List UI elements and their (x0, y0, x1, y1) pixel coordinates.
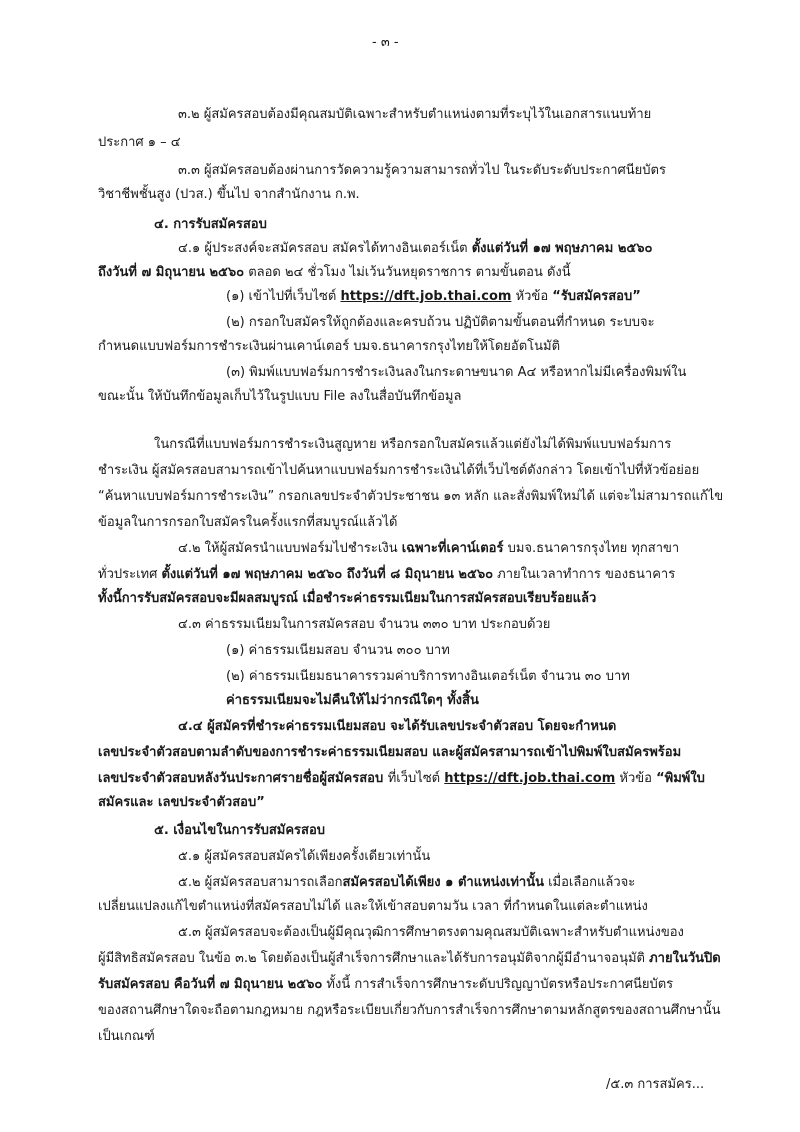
clause-4-4-line-4: สมัครและ เลขประจำตัวสอบ” (98, 795, 265, 810)
section-4-heading: ๔. การรับสมัครสอบ (154, 217, 267, 232)
clause-4-1-line-2 (98, 264, 571, 282)
step-1-text: (๑) เข้าไปที่เว็บไซต์ (226, 289, 341, 304)
step-3-line-2: ขณะนั้น ให้บันทึกข้อมูลเก็บไว้ในรูปแบบ File ลงในสื่อบันทึกข้อมูล (98, 389, 462, 404)
clause-4-1-end-date: ถึงวันที่ ๗ มิถุนายน ๒๕๖๐ (98, 265, 245, 280)
lost-form-line-2: ชำระเงิน ผู้สมัครสอบสามารถเข้าไปค้นหาแบบฟอร์มการชำระเงินได้ที่เว็บไซต์ดังกล่าว โดยเข้าไปที่หัวข้อย่อย (98, 463, 700, 478)
clause-5-3-line-5: เป็นเกณฑ์ (98, 1029, 155, 1044)
section-5-heading: ๕. เงื่อนไขในการรับสมัครสอบ (154, 823, 326, 838)
step-1-topic: “รับสมัครสอบ” (552, 289, 641, 304)
step-2-line-1: (๒) กรอกใบสมัครให้ถูกต้องและครบถ้วน ปฏิบัติตามขั้นตอนที่กำหนด ระบบจะ (226, 315, 655, 330)
clause-4-4-line-1: ๔.๔ ผู้สมัครที่ชำระค่าธรรมเนียมสอบ จะได้รับเลขประจำตัวสอบ โดยจะกำหนด (178, 719, 617, 734)
clause-4-1-hours: ตลอด ๒๔ ชั่วโมง ไม่เว้นวันหยุดราชการ ตามขั้นตอน ดังนี้ (244, 265, 571, 280)
lost-form-line-4: ข้อมูลในการกรอกใบสมัครในครั้งแรกที่สมบูรณ์แล้วได้ (98, 515, 398, 530)
clause-3-3-line-2: วิชาชีพชั้นสูง (ปวส.) ขึ้นไป จากสำนักงาน ก.พ. (98, 187, 360, 202)
step-1-topic-label: หัวข้อ (511, 289, 553, 304)
clause-5-3-degree: ทั้งนี้ การสำเร็จการศึกษาระดับปริญญาบัตรหรือประกาศนียบัตร (322, 977, 674, 992)
clause-4-4-topic: “พิมพ์ใบ (656, 771, 705, 786)
page-number: - ๓ - (372, 35, 399, 50)
clause-5-1: ๕.๑ ผู้สมัครสอบสมัครได้เพียงครั้งเดียวเท่านั้น (178, 849, 431, 864)
clause-4-1-line-1 (178, 240, 652, 258)
clause-4-2-line-2 (98, 566, 675, 584)
clause-5-2-one-position: สมัครสอบได้เพียง ๑ ตำแหน่งเท่านั้น (342, 875, 544, 890)
clause-4-2-nationwide: ทั่วประเทศ (98, 567, 162, 582)
clause-4-4-line-3 (98, 770, 705, 788)
clause-4-3-line-1: ๔.๓ ค่าธรรมเนียมในการสมัครสอบ จำนวน ๓๓๐ บาท ประกอบด้วย (178, 617, 551, 632)
clause-4-1-start-date: ตั้งแต่วันที่ ๑๗ พฤษภาคม ๒๕๖๐ (471, 241, 653, 256)
step-2-line-2: กำหนดแบบฟอร์มการชำระเงินผ่านเคาน์เตอร์ บมจ.ธนาคารกรุงไทยให้โดยอัตโนมัติ (98, 339, 561, 354)
clause-5-3-line-1: ๕.๓ ผู้สมัครสอบจะต้องเป็นผู้มีคุณวุฒิการศึกษาตรงตามคุณสมบัติเฉพาะสำหรับตำแหน่งของ (178, 925, 684, 940)
clause-4-1-intro: ๔.๑ ผู้ประสงค์จะสมัครสอบ สมัครได้ทางอินเตอร์เน็ต (178, 241, 472, 256)
fee-non-refundable-note: ค่าธรรมเนียมจะไม่คืนให้ไม่ว่ากรณีใดๆ ทั้งสิ้น (226, 693, 479, 708)
website-link[interactable]: https://dft.job.thai.com (340, 289, 512, 304)
clause-5-2-line-2: เปลี่ยนแปลงแก้ไขตำแหน่งที่สมัครสอบไม่ได้ และให้เข้าสอบตามวัน เวลา ที่กำหนดในแต่ละตำแหน่ง (98, 899, 648, 914)
clause-3-2-line-2: ประกาศ ๑ – ๔ (98, 135, 181, 150)
fee-item-1: (๑) ค่าธรรมเนียมสอบ จำนวน ๓๐๐ บาท (226, 643, 450, 658)
clause-5-3-line-2 (98, 950, 721, 968)
clause-4-2-counter: เฉพาะที่เคาน์เตอร์ (401, 541, 504, 556)
clause-4-2-line-3: ทั้งนี้การรับสมัครสอบจะมีผลสมบูรณ์ เมื่อชำระค่าธรรมเนียมในการสมัครสอบเรียบร้อยแล้ว (98, 591, 597, 606)
clause-4-2-hours: ภายในเวลาทำการ ของธนาคาร (493, 567, 676, 582)
clause-4-4-at-website: ที่เว็บไซต์ (387, 771, 445, 786)
clause-5-3-deadline-date: รับสมัครสอบ คือวันที่ ๗ มิถุนายน ๒๕๖๐ (98, 977, 323, 992)
website-link[interactable]: https://dft.job.thai.com (444, 771, 616, 786)
lost-form-line-3: “ค้นหาแบบฟอร์มการชำระเงิน” กรอกเลขประจำตัวประชาชน ๑๓ หลัก และสั่งพิมพ์ใหม่ได้ แต่จะไม่สามารถแก้ไข (98, 489, 724, 504)
continuation-marker: /๕.๓ การสมัคร... (606, 1077, 705, 1092)
clause-4-2-bank: บมจ.ธนาคารกรุงไทย ทุกสาขา (503, 541, 680, 556)
clause-4-2-intro: ๔.๒ ให้ผู้สมัครนำแบบฟอร์มไปชำระเงิน (178, 541, 402, 556)
fee-item-2: (๒) ค่าธรรมเนียมธนาคารรวมค่าบริการทางอินเตอร์เน็ต จำนวน ๓๐ บาท (226, 669, 630, 684)
clause-5-3-line-4: ของสถานศึกษาใดจะถือตามกฎหมาย กฎหรือระเบียบเกี่ยวกับการสำเร็จการศึกษาตามหลักสูตรของสถานศึกษานั้น (98, 1003, 721, 1018)
clause-5-3-deadline-prefix: ภายในวันปิด (649, 951, 721, 966)
clause-5-3-line-3 (98, 976, 673, 994)
clause-4-2-line-1 (178, 540, 679, 558)
clause-3-3-line-1: ๓.๓ ผู้สมัครสอบต้องผ่านการวัดความรู้ความสามารถทั่วไป ในระดับระดับประกาศนียบัตร (178, 163, 666, 178)
clause-5-2-after: เมื่อเลือกแล้วจะ (543, 875, 636, 890)
clause-5-2-intro: ๕.๒ ผู้สมัครสอบสามารถเลือก (178, 875, 343, 890)
clause-5-2-line-1 (178, 874, 635, 892)
clause-5-3-approval: ผู้มีสิทธิสมัครสอบ ในข้อ ๓.๒ โดยต้องเป็นผู้สำเร็จการศึกษาและได้รับการอนุมัติจากผู้มีอำนาจอนุมัติ (98, 951, 650, 966)
clause-4-4-after-announcement: เลขประจำตัวสอบหลังวันประกาศรายชื่อผู้สมัครสอบ (98, 771, 388, 786)
step-3-line-1: (๓) พิมพ์แบบฟอร์มการชำระเงินลงในกระดาษขนาด A๔ หรือหากไม่มีเครื่องพิมพ์ใน (226, 365, 687, 380)
clause-4-4-topic-label: หัวข้อ (615, 771, 657, 786)
clause-4-2-dates: ตั้งแต่วันที่ ๑๗ พฤษภาคม ๒๕๖๐ ถึงวันที่ ๘ มิถุนายน ๒๕๖๐ (161, 567, 494, 582)
step-1 (226, 288, 641, 306)
lost-form-line-1: ในกรณีที่แบบฟอร์มการชำระเงินสูญหาย หรือกรอกใบสมัครแล้วแต่ยังไม่ได้พิมพ์แบบฟอร์มการ (154, 437, 672, 452)
clause-4-4-line-2: เลขประจำตัวสอบตามลำดับของการชำระค่าธรรมเนียมสอบ และผู้สมัครสามารถเข้าไปพิมพ์ใบสมัครพร้อม (98, 745, 682, 760)
clause-3-2-line-1: ๓.๒ ผู้สมัครสอบต้องมีคุณสมบัติเฉพาะสำหรับตำแหน่งตามที่ระบุไว้ในเอกสารแนบท้าย (178, 107, 652, 122)
